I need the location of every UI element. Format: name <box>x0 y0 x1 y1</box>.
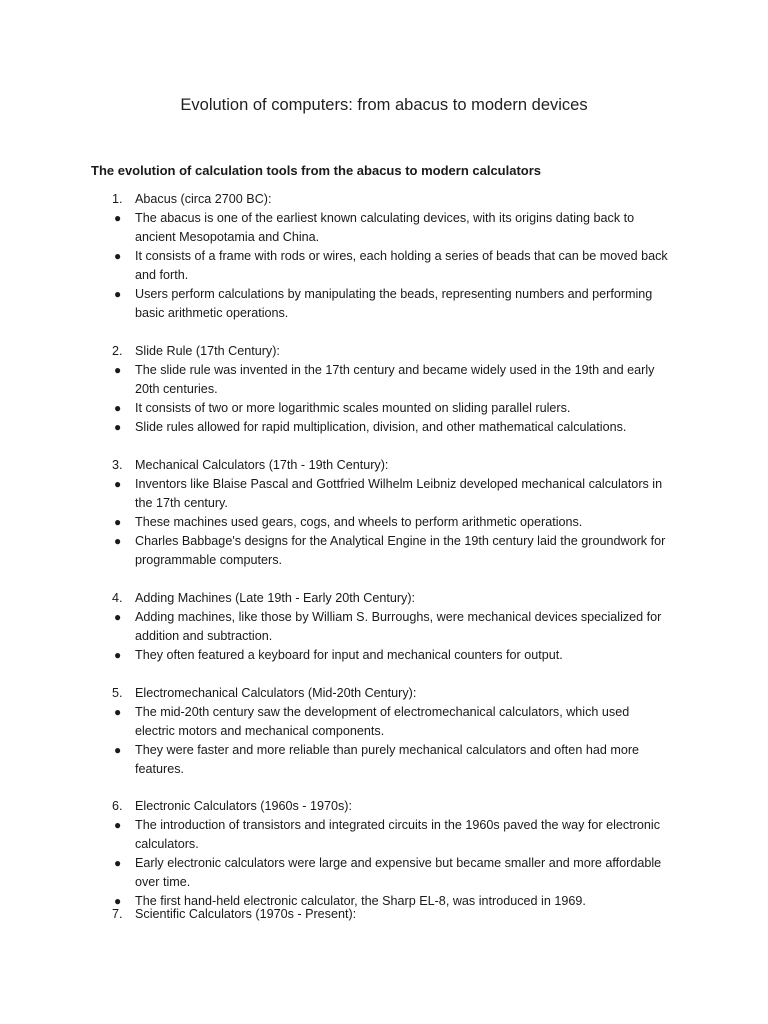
item-heading: Electronic Calculators (1960s - 1970s): <box>135 799 352 813</box>
bullet-icon: ● <box>114 477 122 491</box>
bullet-text: The slide rule was invented in the 17th century and became widely used in the 19th and early <box>135 363 655 377</box>
bullet-line <box>0 608 768 627</box>
bullet-line <box>0 475 768 494</box>
bullet-text: Early electronic calculators were large and expensive but became smaller and more affordable <box>135 856 662 870</box>
document-subtitle: The evolution of calculation tools from the abacus to modern calculators <box>91 163 542 178</box>
bullet-text: These machines used gears, cogs, and wheels to perform arithmetic operations. <box>135 515 583 529</box>
bullet-text: and forth. <box>135 268 189 282</box>
item-number: 2. <box>112 344 123 358</box>
bullet-text: addition and subtraction. <box>135 629 273 643</box>
bullet-text: programmable computers. <box>135 553 282 567</box>
bullet-text: They were faster and more reliable than purely mechanical calculators and often had more <box>135 743 640 757</box>
numbered-item <box>0 342 768 361</box>
bullet-line <box>0 380 768 399</box>
bullet-icon: ● <box>114 401 122 415</box>
item-heading: Slide Rule (17th Century): <box>135 344 280 358</box>
bullet-text: Adding machines, like those by William S. Burroughs, were mechanical devices specialized for <box>135 610 662 624</box>
bullet-line <box>0 760 768 779</box>
item-number: 4. <box>112 591 123 605</box>
numbered-item <box>0 589 768 608</box>
numbered-item <box>0 797 768 816</box>
bullet-icon: ● <box>114 515 122 529</box>
bullet-line <box>0 209 768 228</box>
bullet-line <box>0 494 768 513</box>
bullet-icon: ● <box>114 249 122 263</box>
bullet-text: The first hand-held electronic calculator, the Sharp EL-8, was introduced in 1969. <box>135 894 586 908</box>
bullet-text: Charles Babbage's designs for the Analytical Engine in the 19th century laid the groundwork for <box>135 534 666 548</box>
numbered-item <box>0 456 768 475</box>
bullet-icon: ● <box>114 610 122 624</box>
item-number: 3. <box>112 458 123 472</box>
bullet-icon: ● <box>114 287 122 301</box>
bullet-line <box>0 399 768 418</box>
numbered-item <box>0 190 768 209</box>
numbered-item <box>0 905 768 924</box>
bullet-line <box>0 551 768 570</box>
bullet-line <box>0 285 768 304</box>
bullet-line <box>0 361 768 380</box>
bullet-text: It consists of a frame with rods or wires, each holding a series of beads that can be moved back <box>135 249 668 263</box>
bullet-text: the 17th century. <box>135 496 228 510</box>
bullet-text: over time. <box>135 875 191 889</box>
item-heading: Scientific Calculators (1970s - Present): <box>135 907 357 921</box>
bullet-text: Slide rules allowed for rapid multiplication, division, and other mathematical calculations. <box>135 420 627 434</box>
bullet-text: They often featured a keyboard for input and mechanical counters for output. <box>135 648 563 662</box>
bullet-text: The mid-20th century saw the development of electromechanical calculators, which used <box>135 705 630 719</box>
bullet-icon: ● <box>114 420 122 434</box>
bullet-line <box>0 741 768 760</box>
bullet-icon: ● <box>114 705 122 719</box>
bullet-text: 20th centuries. <box>135 382 218 396</box>
item-number: 7. <box>112 907 123 921</box>
bullet-text: electric motors and mechanical components. <box>135 724 385 738</box>
bullet-line <box>0 532 768 551</box>
bullet-icon: ● <box>114 534 122 548</box>
item-heading: Abacus (circa 2700 BC): <box>135 192 272 206</box>
bullet-icon: ● <box>114 894 122 908</box>
bullet-line <box>0 854 768 873</box>
bullet-line <box>0 722 768 741</box>
bullet-line <box>0 304 768 323</box>
item-heading: Adding Machines (Late 19th - Early 20th Century): <box>135 591 416 605</box>
bullet-icon: ● <box>114 363 122 377</box>
bullet-icon: ● <box>114 743 122 757</box>
bullet-text: The introduction of transistors and integrated circuits in the 1960s paved the way for electronic <box>135 818 661 832</box>
bullet-text: The abacus is one of the earliest known calculating devices, with its origins dating back to <box>135 211 635 225</box>
bullet-text: Inventors like Blaise Pascal and Gottfried Wilhelm Leibniz developed mechanical calculators in <box>135 477 663 491</box>
bullet-line <box>0 873 768 892</box>
bullet-line <box>0 228 768 247</box>
bullet-line <box>0 816 768 835</box>
bullet-line <box>0 266 768 285</box>
numbered-item <box>0 684 768 703</box>
bullet-line <box>0 703 768 722</box>
bullet-line <box>0 835 768 854</box>
bullet-icon: ● <box>114 856 122 870</box>
bullet-line <box>0 513 768 532</box>
bullet-line <box>0 646 768 665</box>
item-number: 5. <box>112 686 123 700</box>
item-heading: Mechanical Calculators (17th - 19th Century): <box>135 458 389 472</box>
bullet-text: calculators. <box>135 837 199 851</box>
document-title: Evolution of computers: from abacus to modern devices <box>180 96 588 114</box>
bullet-line <box>0 247 768 266</box>
item-number: 1. <box>112 192 123 206</box>
bullet-text: basic arithmetic operations. <box>135 306 289 320</box>
bullet-icon: ● <box>114 211 122 225</box>
item-number: 6. <box>112 799 123 813</box>
bullet-line <box>0 627 768 646</box>
bullet-text: features. <box>135 762 185 776</box>
bullet-text: It consists of two or more logarithmic scales mounted on sliding parallel rulers. <box>135 401 571 415</box>
item-heading: Electromechanical Calculators (Mid-20th Century): <box>135 686 417 700</box>
bullet-icon: ● <box>114 648 122 662</box>
bullet-text: Users perform calculations by manipulating the beads, representing numbers and performing <box>135 287 653 301</box>
bullet-icon: ● <box>114 818 122 832</box>
bullet-text: ancient Mesopotamia and China. <box>135 230 320 244</box>
bullet-line <box>0 418 768 437</box>
